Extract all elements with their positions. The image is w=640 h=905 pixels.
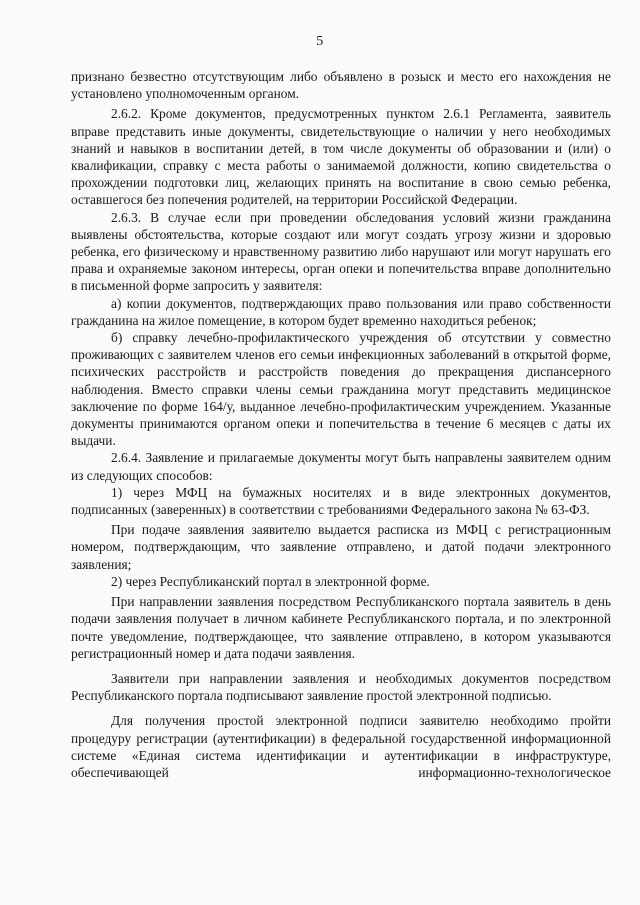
paragraph-method-1: 1) через МФЦ на бумажных носителях и в виде электронных документов, подписанных (заверенных) в соответствии с требованиями Федерального закона № 63-ФЗ. <box>71 484 611 518</box>
paragraph-mfc-receipt: При подаче заявления заявителю выдается расписка из МФЦ с регистрационным номером, подтверждающим, что заявление отправлено, и датой подачи электронного заявления; <box>71 522 611 572</box>
document-body <box>71 68 611 781</box>
paragraph-2-6-3: 2.6.3. В случае если при проведении обследования условий жизни гражданина выявлены обстоятельства, которые создают или могут создать угрозу жизни и здоровью ребенка, его физическому и нравственному развитию либо нарушают или могут нарушать его права и охраняемые законом интересы, орган опеки и попечительства вправе дополнительно в письменной форме запросить у заявителя: <box>71 209 611 294</box>
paragraph-item-a: а) копии документов, подтверждающих право пользования или право собственности гражданина на жилое помещение, в котором будет временно находиться ребенок; <box>71 295 611 328</box>
paragraph-portal-submission: При направлении заявления посредством Республиканского портала заявитель в день подачи заявления получает в личном кабинете Республиканского портала, и по электронной почте уведомление, подтверждающее, что заявление отправлено, в котором указываются регистрационный номер и дата подачи заявления. <box>71 594 611 661</box>
paragraph-continuation: признано безвестно отсутствующим либо объявлено в розыск и место его нахождения не установлено уполномоченным органом. <box>71 69 611 102</box>
paragraph-signature-registration: Для получения простой электронной подписи заявителю необходимо пройти процедуру регистрации (аутентификации) в федеральной государственной информационной системе «Единая система идентификации и аутентификации в инфраструктуре, обеспечивающей информационно-технологическое <box>71 713 611 780</box>
paragraph-electronic-signature: Заявители при направлении заявления и необходимых документов посредством Республиканского портала подписывают заявление простой электронной подписью. <box>71 670 611 704</box>
paragraph-2-6-2: 2.6.2. Кроме документов, предусмотренных пунктом 2.6.1 Регламента, заявитель вправе представить иные документы, свидетельствующие о наличии у него необходимых знаний и навыков в воспитании детей, в том числе документы об образовании и (или) о квалификации, справку с места работы о занимаемой должности, копию свидетельства о прохождении подготовки лиц, желающих принять на воспитание в свою семью ребенка, оставшегося без попечения родителей, на территории Российской Федерации. <box>71 106 611 208</box>
paragraph-item-b: б) справку лечебно-профилактического учреждения об отсутствии у совместно проживающих с заявителем членов его семьи инфекционных заболеваний в открытой форме, психических расстройств и расстройств поведения до прекращения диспансерного наблюдения. Вместо справки члены семьи гражданина могут представить медицинское заключение по форме 164/у, выданное лечебно-профилактическим учреждением. Указанные документы принимаются органом опеки и попечительства в течение 6 месяцев с даты их выдачи. <box>71 330 611 449</box>
paragraph-method-2: 2) через Республиканский портал в электронной форме. <box>111 573 430 589</box>
paragraph-2-6-4: 2.6.4. Заявление и прилагаемые документы могут быть направлены заявителем одним из следующих способов: <box>71 450 611 483</box>
page-number: 5 <box>316 34 324 49</box>
